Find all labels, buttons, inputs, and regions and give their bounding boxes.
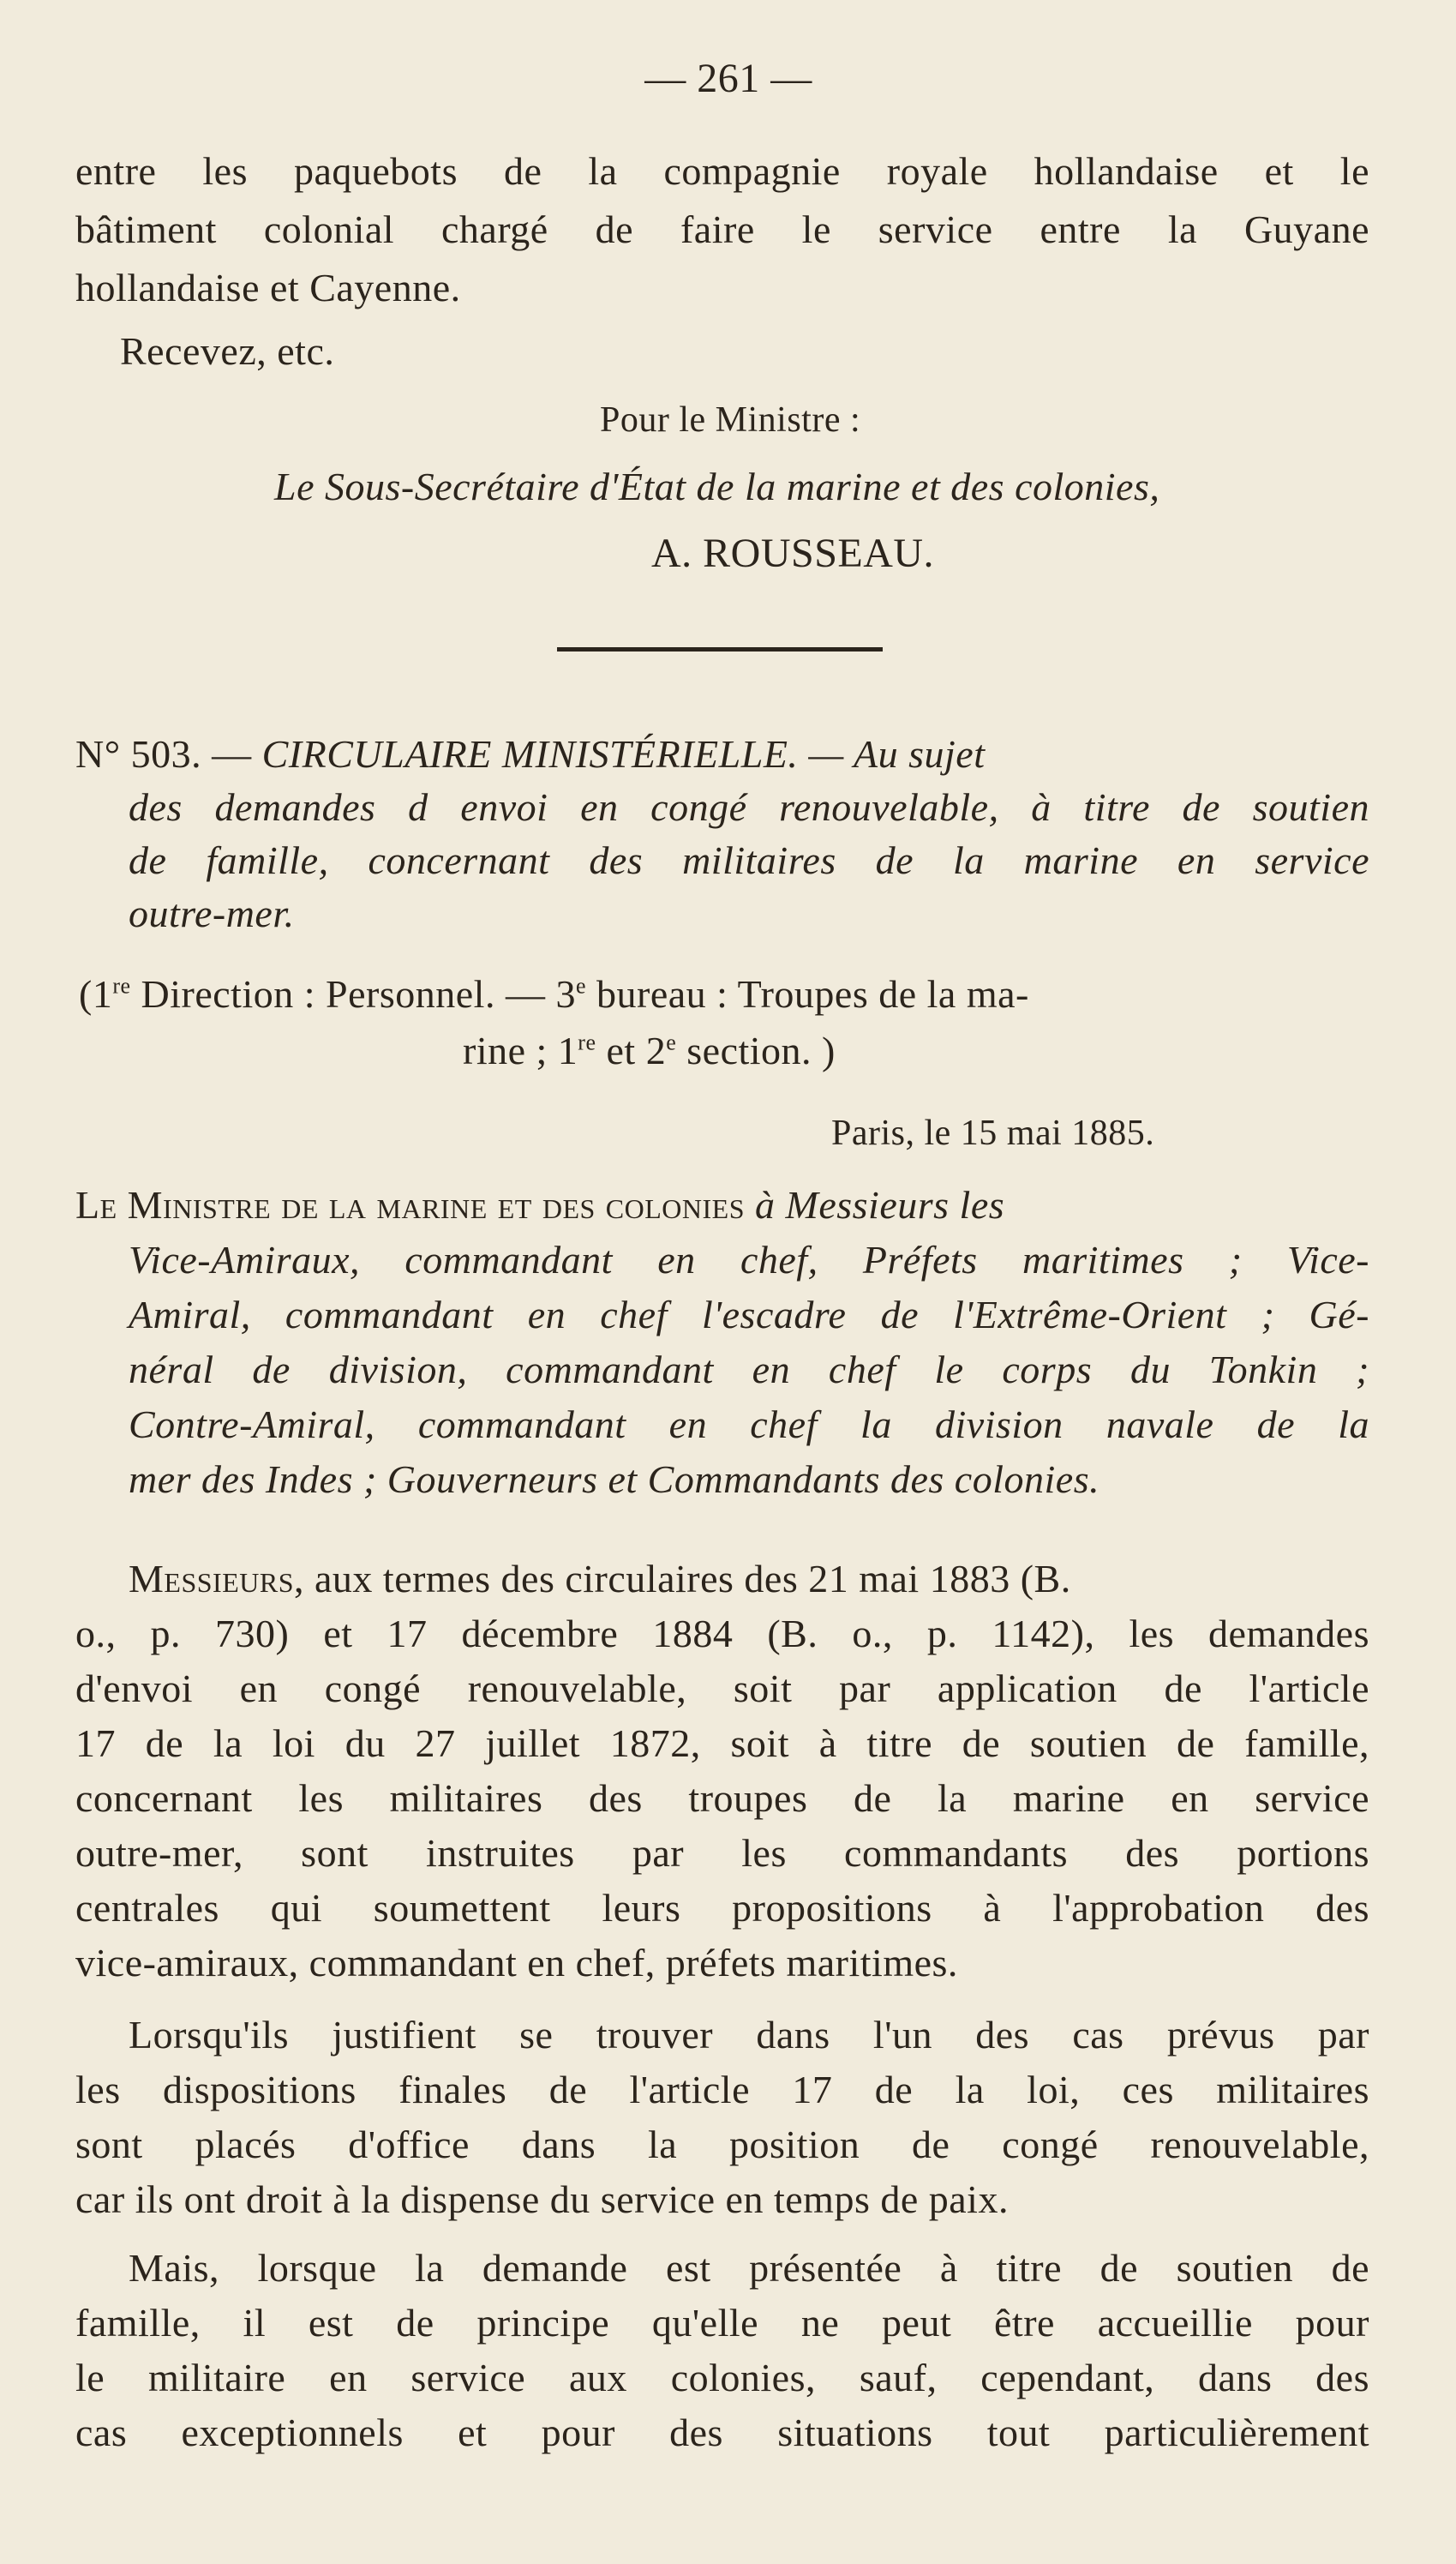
body-line: Messieurs, aux termes des circulaires des 21 mai 1883 (B. <box>129 1557 1071 1600</box>
address-line: néral de division, commandant en chef le corps du Tonkin ; <box>129 1348 1369 1391</box>
circular-subject-line: de famille, concernant des militaires de la marine en service <box>129 838 1369 882</box>
address-line: Amiral, commandant en chef l'escadre de l'Extrême-Orient ; Gé- <box>129 1293 1369 1336</box>
circular-subject-line: des demandes d envoi en congé renouvelable, à titre de soutien <box>129 785 1369 829</box>
minister-title: Le Ministre de la marine et des colonies <box>75 1183 745 1227</box>
body-line: les dispositions finales de l'article 17 de la loi, ces militaires <box>75 2068 1369 2111</box>
body-line: o., p. 730) et 17 décembre 1884 (B. o., p. 1142), les demandes <box>75 1612 1369 1655</box>
circular-dash: — <box>212 732 252 776</box>
body-line: car ils ont droit à la dispense du service en temps de paix. <box>75 2177 1009 2221</box>
body-line: Lorsqu'ils justifient se trouver dans l'un des cas prévus par <box>129 2013 1369 2057</box>
address-line: Contre-Amiral, commandant en chef la division navale de la <box>129 1402 1369 1446</box>
body-line: famille, il est de principe qu'elle ne peut être accueillie pour <box>75 2301 1369 2345</box>
body-line: concernant les militaires des troupes de la marine en service <box>75 1776 1369 1820</box>
direction-line: (1re Direction : Personnel. — 3e bureau : Troupes de la ma- <box>79 972 1029 1016</box>
circular-title: CIRCULAIRE MINISTÉRIELLE. <box>261 732 799 776</box>
body-line: 17 de la loi du 27 juillet 1872, soit à titre de soutien de famille, <box>75 1721 1369 1765</box>
circular-subject-line: outre-mer. <box>129 892 295 935</box>
body-line: d'envoi en congé renouvelable, soit par application de l'article <box>75 1666 1369 1710</box>
circular-subject-start: — Au sujet <box>808 732 986 776</box>
circular-number: N° 503. <box>75 732 202 776</box>
signature-pour: Pour le Ministre : <box>600 400 861 440</box>
body-line: vice-amiraux, commandant en chef, préfets maritimes. <box>75 1941 958 1985</box>
text-line: bâtiment colonial chargé de faire le service entre la Guyane <box>75 207 1369 251</box>
text-line: hollandaise et Cayenne. <box>75 266 461 309</box>
salutation: Messieurs, <box>129 1557 304 1600</box>
body-line: le militaire en service aux colonies, sauf, cependant, dans des <box>75 2356 1369 2399</box>
address-line: mer des Indes ; Gouverneurs et Commandants des colonies. <box>129 1457 1100 1501</box>
direction-line: rine ; 1re et 2e section. ) <box>463 1029 836 1072</box>
body-line: sont placés d'office dans la position de congé renouvelable, <box>75 2123 1369 2166</box>
section-divider <box>557 647 883 652</box>
body-line: outre-mer, sont instruites par les commandants des portions <box>75 1831 1369 1875</box>
page-number: — 261 — <box>644 56 812 101</box>
address-line: Vice-Amiraux, commandant en chef, Préfets maritimes ; Vice- <box>129 1238 1369 1282</box>
text-line: entre les paquebots de la compagnie royale hollandaise et le <box>75 149 1369 193</box>
body-line: cas exceptionnels et pour des situations tout particulièrement <box>75 2411 1369 2454</box>
body-line: Mais, lorsque la demande est présentée à titre de soutien de <box>129 2246 1369 2290</box>
body-line: centrales qui soumettent leurs propositions à l'approbation des <box>75 1886 1369 1930</box>
circular-heading <box>75 729 1369 780</box>
address-lead: Le Ministre de la marine et des colonies à Messieurs les <box>75 1183 1005 1227</box>
closing-formula: Recevez, etc. <box>120 329 335 373</box>
dateline: Paris, le 15 mai 1885. <box>831 1114 1155 1153</box>
signature-title: Le Sous-Secrétaire d'État de la marine et des colonies, <box>274 465 1160 508</box>
signature-name: A. ROUSSEAU. <box>651 531 935 576</box>
